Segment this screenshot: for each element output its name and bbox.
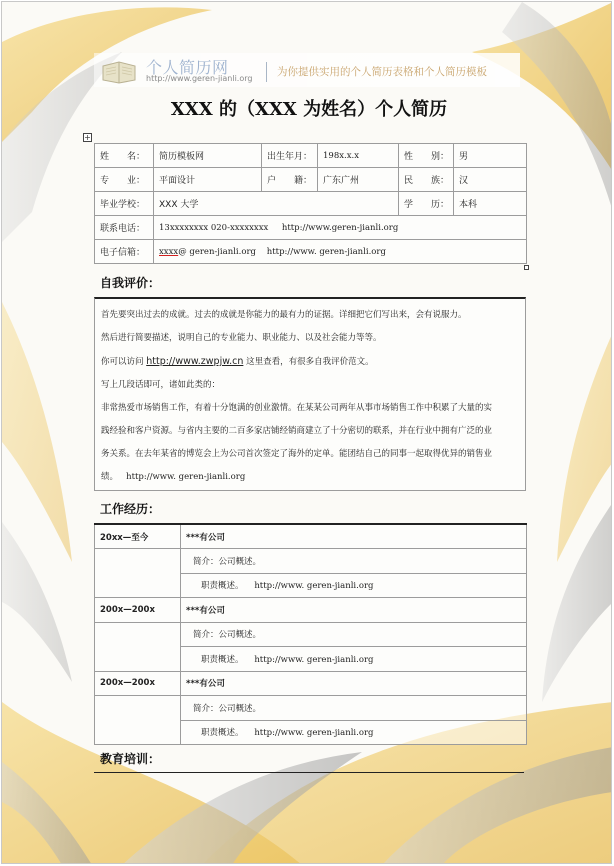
work-period-spacer <box>95 622 181 671</box>
gender-value: 男 <box>454 144 527 168</box>
self-eval-paragraph <box>101 350 519 374</box>
table-row <box>95 696 527 721</box>
name-value: 简历模板网 <box>154 144 262 168</box>
table-row <box>95 144 527 168</box>
table-row <box>95 240 527 264</box>
self-eval-line <box>101 466 519 489</box>
phone-cell <box>154 216 527 240</box>
self-eval-paragraph: 写上几段话即可，诸如此类的： <box>101 380 221 390</box>
work-period: 20xx—至今 <box>95 524 181 549</box>
banner-divider <box>266 62 267 82</box>
work-period: 200x—200x <box>95 671 181 696</box>
self-eval-heading: 自我评价： <box>100 276 161 290</box>
site-name: 个人简历网 <box>146 58 229 77</box>
work-intro: 简介：公司概述。 <box>181 696 527 721</box>
school-value: XXX 大学 <box>154 192 399 216</box>
school-label: 毕业学校： <box>95 192 154 216</box>
degree-value: 本科 <box>454 192 527 216</box>
work-duty-text: 职责概述。 <box>201 581 244 592</box>
work-period-spacer <box>95 549 181 598</box>
work-company: ***有公司 <box>181 598 527 623</box>
work-period-spacer <box>95 696 181 745</box>
work-duty-text: 职责概述。 <box>201 654 244 665</box>
self-eval-box <box>94 297 526 491</box>
work-duty <box>181 573 527 598</box>
education-divider <box>94 772 524 773</box>
work-company: ***有公司 <box>181 524 527 549</box>
site-url[interactable]: http://www.geren-jianli.org <box>146 74 253 83</box>
ethnic-value: 汉 <box>454 168 527 192</box>
degree-label: 学 历： <box>399 192 454 216</box>
self-eval-text: 这里查看，有很多自我评价范文。 <box>246 357 374 367</box>
self-eval-url[interactable]: http://www. geren-jianli.org <box>126 472 246 482</box>
table-row <box>95 216 527 240</box>
work-intro: 简介：公司概述。 <box>181 622 527 647</box>
ethnic-label: 民 族： <box>399 168 454 192</box>
name-label: 姓 名： <box>95 144 154 168</box>
work-duty <box>181 720 527 745</box>
table-row <box>95 622 527 647</box>
work-duty <box>181 647 527 672</box>
gender-label: 性 别： <box>399 144 454 168</box>
hukou-value: 广东广州 <box>318 168 399 192</box>
self-eval-line: 非常热爱市场销售工作，有着十分饱满的创业激情。在某某公司两年从事市场销售工作中积累了大量的实 <box>101 403 493 413</box>
table-row <box>95 192 527 216</box>
table-row <box>95 524 527 549</box>
phone-url[interactable]: http://www.geren-jianli.org <box>281 222 399 233</box>
work-history-table <box>94 523 527 745</box>
self-eval-text: 绩。 <box>101 472 119 482</box>
table-resize-handle-icon[interactable] <box>524 265 529 270</box>
table-move-handle-icon[interactable]: + <box>84 133 91 142</box>
birth-label: 出生年月： <box>262 144 318 168</box>
education-heading: 教育培训： <box>100 752 161 766</box>
phone-value: 13xxxxxxxx 020-xxxxxxxx <box>159 222 269 233</box>
book-logo-icon <box>101 60 137 84</box>
zwpjw-link[interactable]: http://www.zwpjw.cn <box>146 356 244 367</box>
site-banner <box>94 53 520 87</box>
resume-title: XXX 的（XXX 为姓名）个人简历 <box>170 99 448 120</box>
email-cell <box>154 240 527 264</box>
major-label: 专 业： <box>95 168 154 192</box>
self-eval-paragraph: 首先要突出过去的成就。过去的成就是你能力的最有力的证据。详细把它们写出来，会有说服力。 <box>101 310 467 320</box>
work-company: ***有公司 <box>181 671 527 696</box>
email-domain[interactable]: @ geren-jianli.org <box>178 246 256 257</box>
email-label: 电子信箱： <box>95 240 154 264</box>
major-value: 平面设计 <box>154 168 262 192</box>
work-url[interactable]: http://www. geren-jianli.org <box>254 654 374 665</box>
phone-label: 联系电话： <box>95 216 154 240</box>
table-row <box>95 598 527 623</box>
email-user[interactable]: xxxx <box>159 246 179 257</box>
table-row <box>95 549 527 574</box>
personal-info-table <box>94 143 527 264</box>
table-row <box>95 671 527 696</box>
resume-page <box>1 1 612 864</box>
work-period: 200x—200x <box>95 598 181 623</box>
site-tagline: 为你提供实用的个人简历表格和个人简历模板 <box>277 66 487 78</box>
work-url[interactable]: http://www. geren-jianli.org <box>254 581 374 592</box>
work-duty-text: 职责概述。 <box>201 728 244 739</box>
work-intro: 简介：公司概述。 <box>181 549 527 574</box>
self-eval-paragraph: 然后进行简要描述，说明自己的专业能力、职业能力、以及社会能力等等。 <box>101 333 382 343</box>
table-row <box>95 168 527 192</box>
email-url[interactable]: http://www. geren-jianli.org <box>266 246 386 257</box>
birth-value: 198x.x.x <box>318 144 399 168</box>
self-eval-line: 务关系。在去年某省的博览会上为公司首次签定了海外的定单。能团结自己的同事一起取得优异的销售业 <box>101 449 493 459</box>
work-heading: 工作经历： <box>100 502 161 516</box>
self-eval-text: 你可以访问 <box>101 357 144 367</box>
hukou-label: 户 籍： <box>262 168 318 192</box>
self-eval-line: 践经验和客户资源。与省内主要的二百多家店铺经销商建立了十分密切的联系，并在行业中拥有广泛的业 <box>101 426 493 436</box>
work-url[interactable]: http://www. geren-jianli.org <box>254 728 374 739</box>
